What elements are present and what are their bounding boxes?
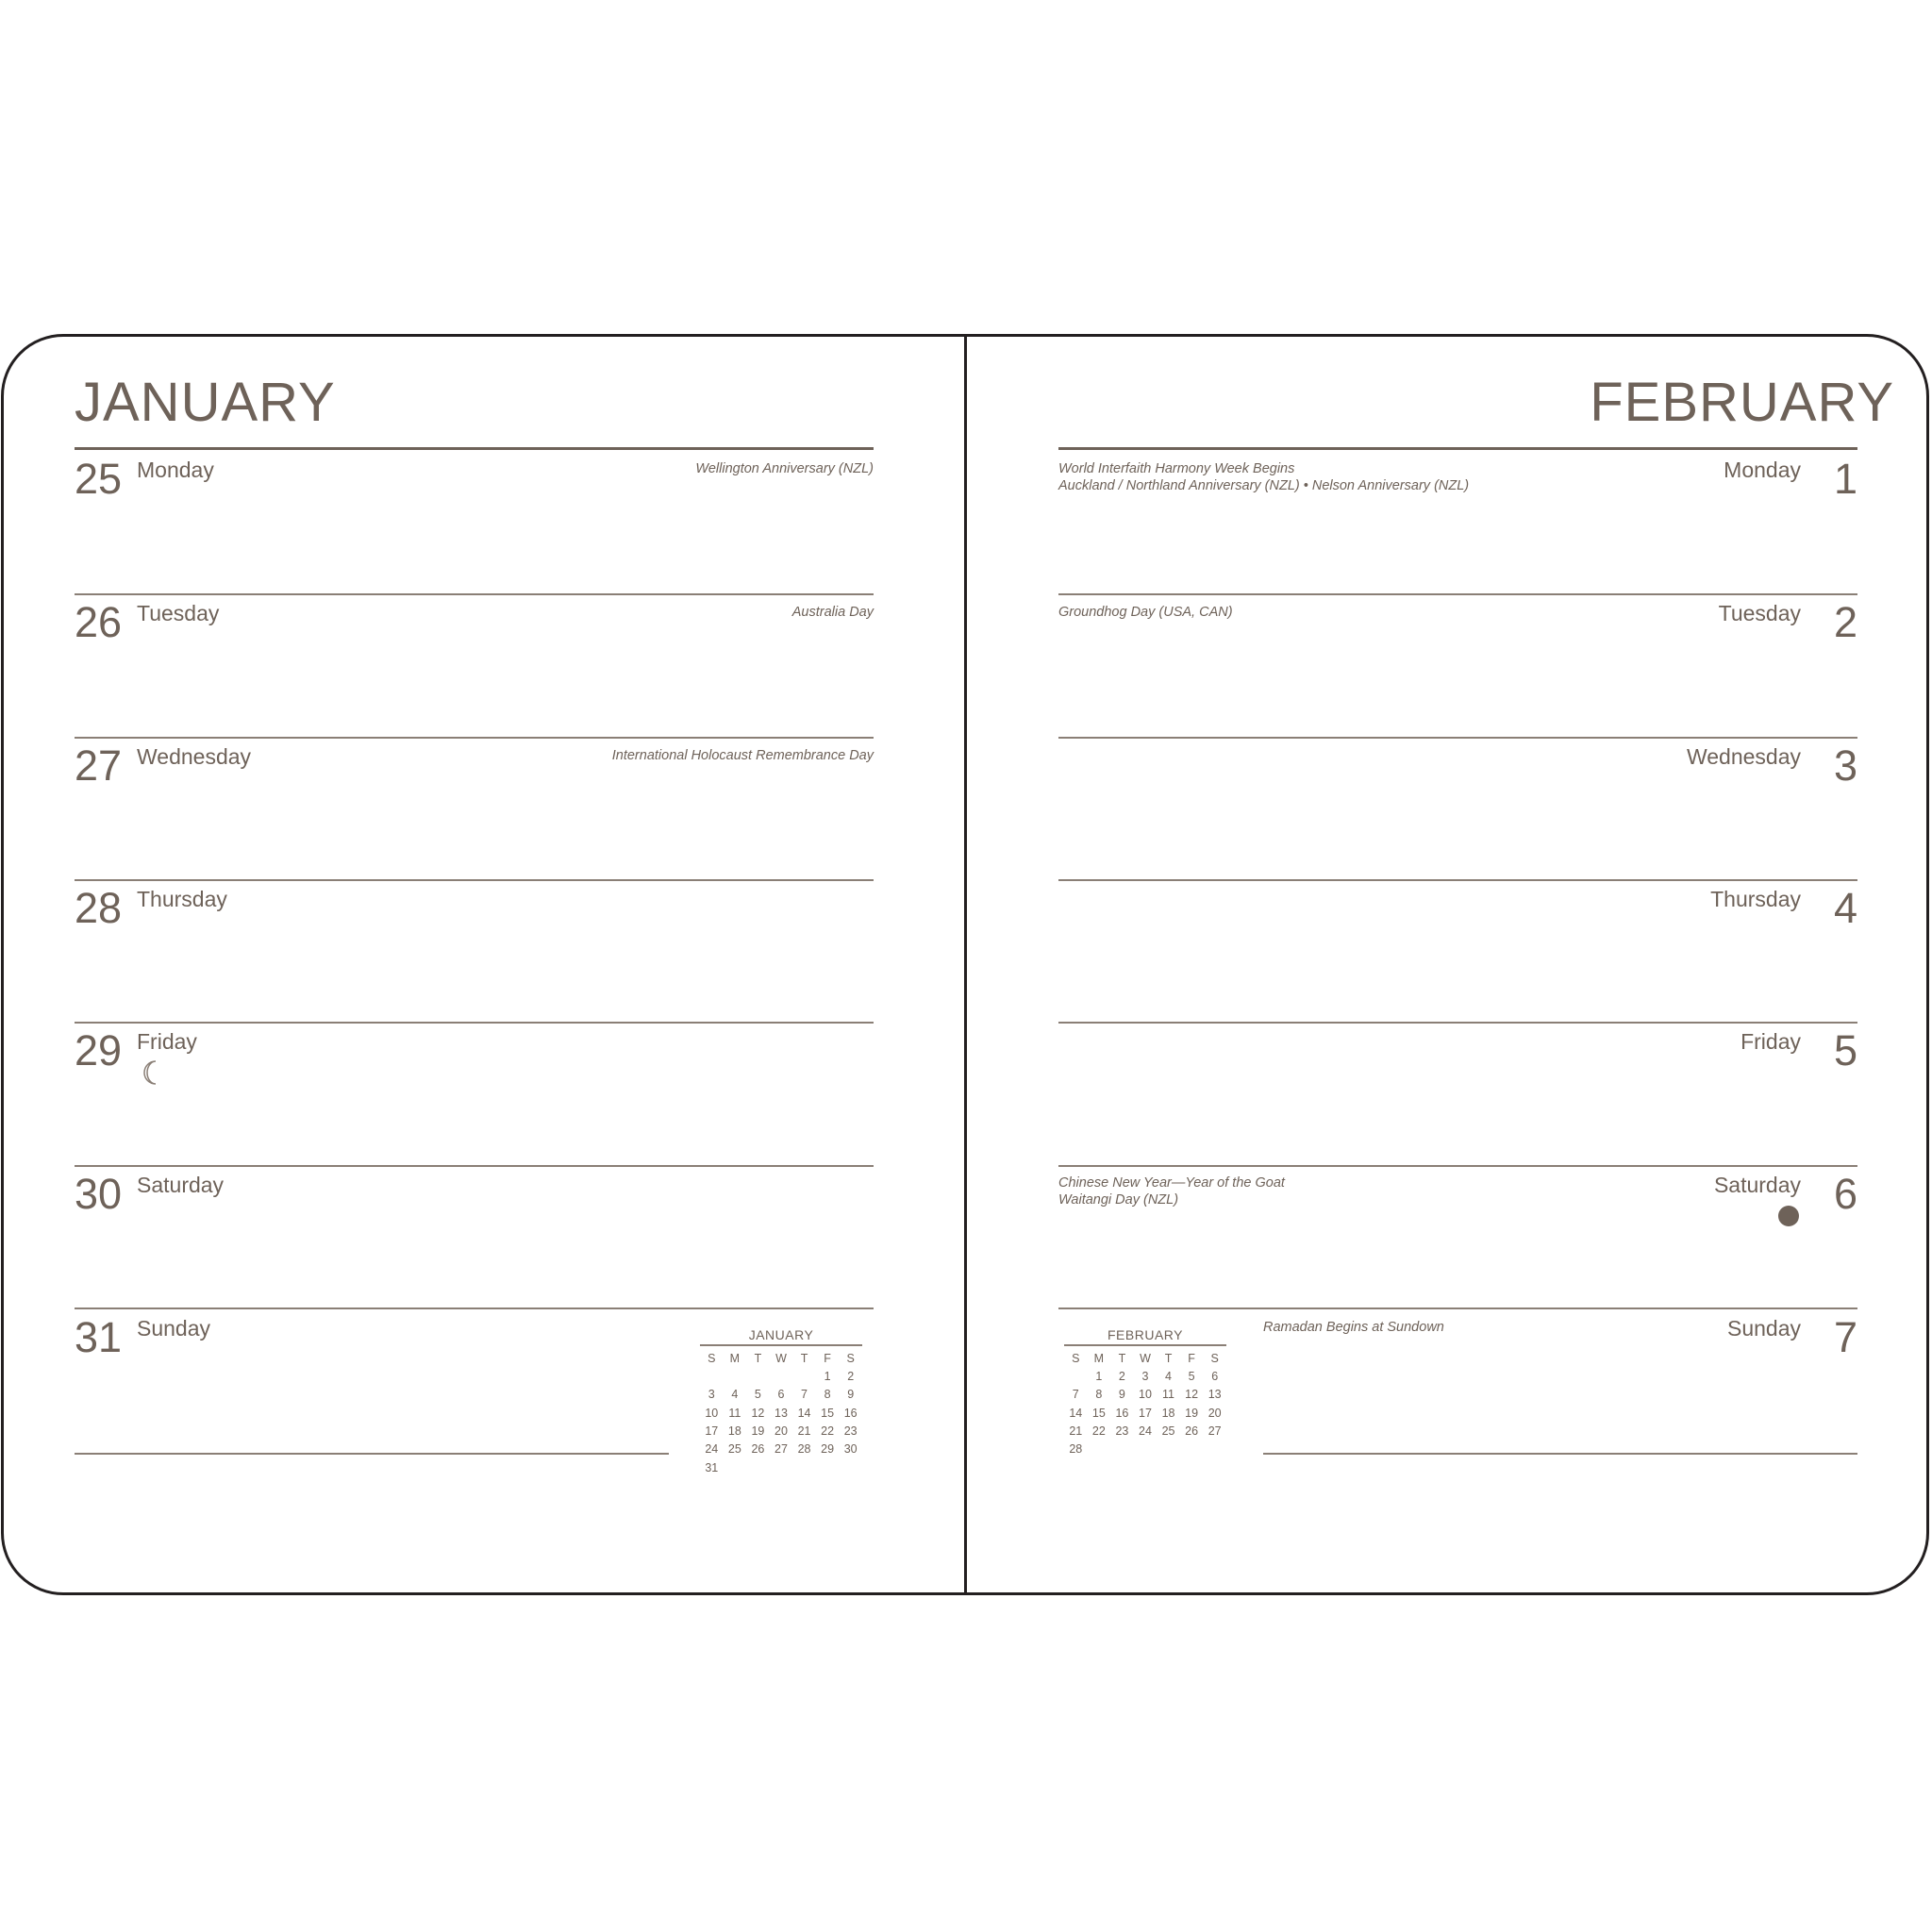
event-note: Ramadan Begins at Sundown xyxy=(1263,1320,1444,1335)
date-cell: 29 xyxy=(821,1442,835,1457)
right-header-rule xyxy=(1058,447,1857,450)
date-cell: 26 xyxy=(1185,1424,1199,1439)
weekday-header: M xyxy=(729,1352,741,1365)
date-cell: 20 xyxy=(774,1424,788,1439)
day-divider xyxy=(1058,737,1857,739)
day-divider xyxy=(1058,879,1857,881)
date-cell: 12 xyxy=(751,1406,765,1420)
day-name: Thursday xyxy=(1710,887,1801,911)
date-cell: 14 xyxy=(1069,1406,1083,1420)
date-cell xyxy=(724,1458,747,1476)
date-cell: 24 xyxy=(1139,1424,1152,1439)
weekday-header: F xyxy=(824,1352,831,1365)
right-month-title: FEBRUARY xyxy=(1590,372,1894,433)
day-divider xyxy=(1058,1022,1857,1024)
left-header-rule xyxy=(75,447,874,450)
day-name: Wednesday xyxy=(1686,744,1801,769)
day-name: Sunday xyxy=(1726,1316,1801,1341)
weekday-header: M xyxy=(1093,1352,1105,1365)
mini-calendar-grid xyxy=(700,1350,862,1477)
full-moon-icon xyxy=(1778,1206,1799,1226)
date-cell xyxy=(724,1368,747,1386)
date-cell: 26 xyxy=(751,1442,765,1457)
date-cell: 8 xyxy=(824,1388,831,1402)
weekday-header: T xyxy=(1118,1352,1126,1365)
date-cell: 20 xyxy=(1208,1406,1222,1420)
day-name: Saturday xyxy=(137,1173,225,1197)
date-cell: 4 xyxy=(731,1388,739,1402)
date-cell xyxy=(816,1458,840,1476)
event-note: International Holocaust Remembrance Day xyxy=(611,748,874,763)
date-cell xyxy=(1088,1441,1111,1458)
date-cell xyxy=(770,1368,793,1386)
day-name: Saturday xyxy=(1713,1173,1801,1197)
weekday-header: S xyxy=(846,1352,855,1365)
date-cell: 15 xyxy=(1091,1406,1106,1420)
date-cell xyxy=(839,1458,862,1476)
date-cell: 16 xyxy=(1115,1406,1129,1420)
mini-calendar-january xyxy=(700,1327,862,1477)
event-note: Wellington Anniversary (NZL) xyxy=(695,461,874,476)
date-cell: 27 xyxy=(774,1442,788,1457)
event-note: Waitangi Day (NZL) xyxy=(1058,1192,1179,1208)
day-name: Wednesday xyxy=(137,744,252,769)
date-cell: 14 xyxy=(797,1406,811,1420)
date-cell: 23 xyxy=(843,1424,858,1439)
day-number: 29 xyxy=(75,1026,123,1074)
day-name: Monday xyxy=(1724,458,1801,482)
day-divider xyxy=(75,879,874,881)
crescent-moon-icon xyxy=(140,1058,168,1087)
date-cell: 15 xyxy=(821,1406,835,1420)
date-cell: 13 xyxy=(1208,1388,1222,1402)
date-cell xyxy=(700,1368,724,1386)
weekday-header: S xyxy=(1072,1352,1080,1365)
day-divider xyxy=(75,593,874,595)
mini-calendar-title: JANUARY xyxy=(748,1327,814,1342)
mini-calendar-grid xyxy=(1064,1350,1226,1458)
date-cell: 2 xyxy=(1118,1370,1125,1384)
date-cell xyxy=(1157,1441,1180,1458)
date-cell: 18 xyxy=(727,1424,741,1439)
date-cell: 30 xyxy=(843,1442,858,1457)
day-divider xyxy=(1058,1307,1857,1309)
date-cell: 27 xyxy=(1208,1424,1222,1439)
date-cell xyxy=(746,1458,770,1476)
day-divider xyxy=(1058,593,1857,595)
event-note: Groundhog Day (USA, CAN) xyxy=(1058,605,1233,620)
day-divider xyxy=(75,1307,874,1309)
date-cell: 16 xyxy=(843,1406,858,1420)
date-cell xyxy=(1180,1441,1204,1458)
day-number: 5 xyxy=(1833,1026,1857,1074)
date-cell: 21 xyxy=(797,1424,811,1439)
date-cell: 5 xyxy=(754,1388,761,1402)
day-name: Sunday xyxy=(137,1316,211,1341)
day-name: Friday xyxy=(137,1029,197,1054)
day-number: 27 xyxy=(75,741,123,790)
date-cell: 7 xyxy=(801,1388,808,1402)
date-cell xyxy=(792,1458,816,1476)
weekday-header: W xyxy=(1140,1352,1151,1365)
day-number: 26 xyxy=(75,598,123,646)
day-name: Tuesday xyxy=(137,601,220,625)
day-divider xyxy=(75,1453,669,1455)
date-cell xyxy=(1134,1441,1158,1458)
date-cell: 22 xyxy=(1091,1424,1106,1439)
date-cell: 11 xyxy=(728,1406,741,1420)
event-note: Chinese New Year—Year of the Goat xyxy=(1058,1175,1285,1191)
date-cell: 1 xyxy=(1095,1370,1103,1384)
date-cell: 12 xyxy=(1185,1388,1199,1402)
weekday-header: S xyxy=(1210,1352,1219,1365)
date-cell: 6 xyxy=(777,1388,785,1402)
day-divider xyxy=(75,737,874,739)
date-cell xyxy=(1203,1441,1226,1458)
date-cell xyxy=(746,1368,770,1386)
date-cell: 13 xyxy=(774,1406,788,1420)
date-cell: 28 xyxy=(1069,1442,1083,1457)
date-cell: 25 xyxy=(1161,1424,1175,1439)
date-cell: 23 xyxy=(1115,1424,1129,1439)
weekday-header: W xyxy=(775,1352,787,1365)
weekday-header: F xyxy=(1188,1352,1195,1365)
day-number: 1 xyxy=(1833,455,1857,503)
event-note: Australia Day xyxy=(791,605,874,620)
day-divider xyxy=(1058,1165,1857,1167)
date-cell: 10 xyxy=(705,1406,719,1420)
mini-calendar-february xyxy=(1064,1327,1226,1458)
date-cell: 9 xyxy=(847,1388,855,1402)
day-name: Monday xyxy=(137,458,214,482)
date-cell: 8 xyxy=(1095,1388,1103,1402)
date-cell: 3 xyxy=(708,1388,715,1402)
event-note: Auckland / Northland Anniversary (NZL) • Nelson Anniversary (NZL) xyxy=(1058,478,1470,493)
day-number: 7 xyxy=(1833,1313,1857,1361)
day-number: 28 xyxy=(75,884,123,932)
mini-calendar-title: FEBRUARY xyxy=(1108,1327,1183,1342)
date-cell: 6 xyxy=(1211,1370,1219,1384)
mini-calendar-rule xyxy=(1064,1344,1226,1346)
date-cell: 28 xyxy=(797,1442,811,1457)
date-cell: 17 xyxy=(1139,1406,1152,1420)
day-name: Thursday xyxy=(137,887,227,911)
day-divider xyxy=(1263,1453,1857,1455)
date-cell: 21 xyxy=(1069,1424,1083,1439)
day-divider xyxy=(75,1022,874,1024)
date-cell: 31 xyxy=(705,1460,719,1474)
date-cell: 19 xyxy=(751,1424,765,1439)
date-cell: 10 xyxy=(1139,1388,1152,1402)
date-cell: 19 xyxy=(1185,1406,1199,1420)
day-number: 25 xyxy=(75,455,123,503)
weekday-header: T xyxy=(754,1352,762,1365)
date-cell: 11 xyxy=(1162,1388,1175,1402)
weekday-header: T xyxy=(1164,1352,1173,1365)
date-cell xyxy=(792,1368,816,1386)
date-cell xyxy=(770,1458,793,1476)
date-cell: 3 xyxy=(1141,1370,1149,1384)
date-cell xyxy=(1064,1368,1088,1386)
weekday-header: T xyxy=(800,1352,808,1365)
event-note: World Interfaith Harmony Week Begins xyxy=(1058,461,1295,476)
weekday-header: S xyxy=(708,1352,716,1365)
mini-calendar-rule xyxy=(700,1344,862,1346)
day-number: 4 xyxy=(1833,884,1857,932)
date-cell: 1 xyxy=(824,1370,831,1384)
day-number: 30 xyxy=(75,1170,123,1218)
planner-spine xyxy=(964,334,967,1595)
date-cell: 7 xyxy=(1072,1388,1079,1402)
date-cell: 4 xyxy=(1165,1370,1172,1384)
date-cell: 18 xyxy=(1161,1406,1175,1420)
date-cell: 25 xyxy=(727,1442,741,1457)
date-cell: 22 xyxy=(821,1424,835,1439)
day-name: Friday xyxy=(1740,1029,1801,1054)
left-month-title: JANUARY xyxy=(75,372,336,433)
date-cell xyxy=(1110,1441,1134,1458)
date-cell: 9 xyxy=(1118,1388,1125,1402)
date-cell: 24 xyxy=(705,1442,719,1457)
day-divider xyxy=(75,1165,874,1167)
date-cell: 17 xyxy=(705,1424,719,1439)
day-number: 3 xyxy=(1833,741,1857,790)
day-number: 31 xyxy=(75,1313,123,1361)
day-number: 2 xyxy=(1833,598,1857,646)
day-name: Tuesday xyxy=(1718,601,1801,625)
date-cell: 2 xyxy=(847,1370,855,1384)
date-cell: 5 xyxy=(1188,1370,1195,1384)
day-number: 6 xyxy=(1833,1170,1857,1218)
